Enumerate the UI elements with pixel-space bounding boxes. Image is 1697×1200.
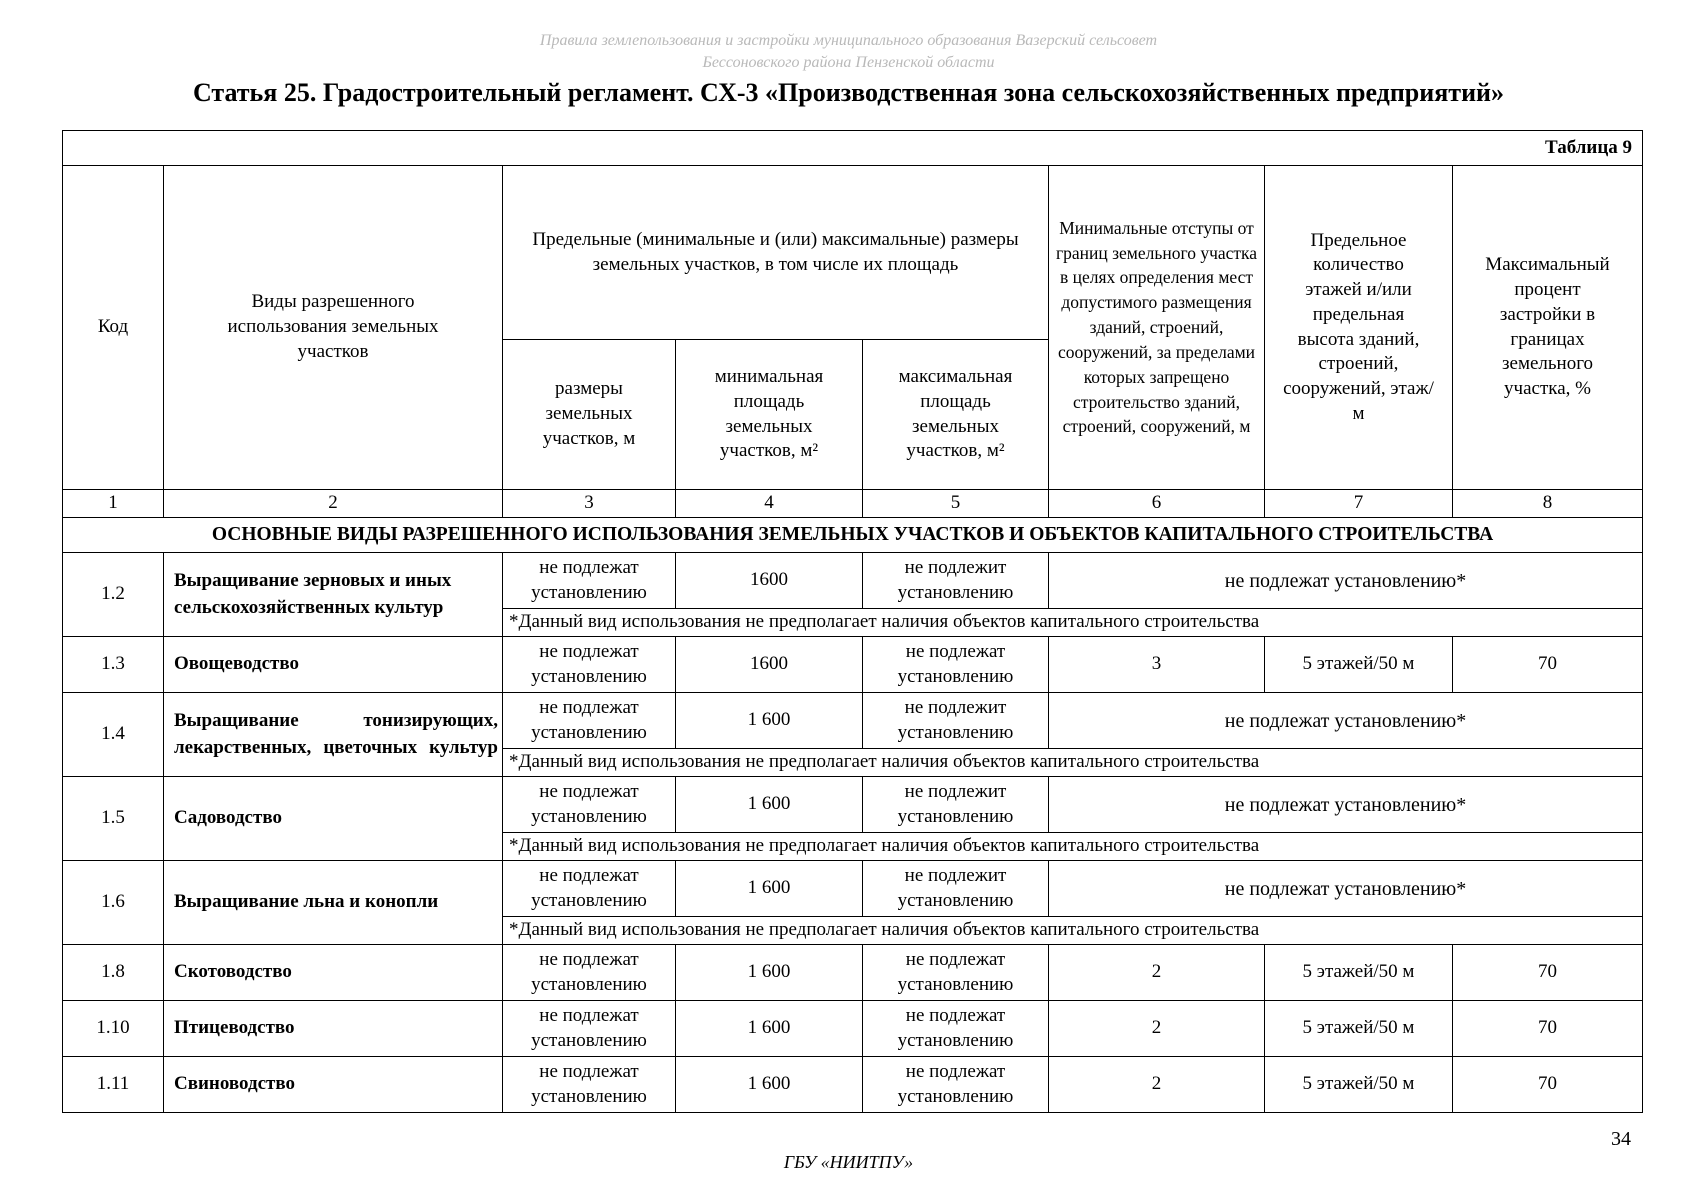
table-row	[63, 777, 1643, 833]
row-max-area: не подлежат установлению	[863, 1057, 1049, 1113]
row-use-name: Свиноводство	[164, 1057, 503, 1113]
row-code: 1.11	[63, 1057, 164, 1113]
header-sizes-group: Предельные (минимальные и (или) максимальные) размеры земельных участков, в том числе их площадь	[503, 166, 1049, 340]
row-max-area: не подлежат установлению	[863, 945, 1049, 1001]
row-sizes: не подлежат установлению	[503, 693, 676, 749]
row-max-area: не подлежит установлению	[863, 693, 1049, 749]
table-head	[63, 131, 1643, 553]
row-not-established: не подлежат установлению*	[1049, 693, 1643, 749]
column-number: 1	[63, 490, 164, 518]
page-number: 34	[1611, 1128, 1631, 1150]
row-max-area: не подлежит установлению	[863, 553, 1049, 609]
row-setback: 2	[1049, 1001, 1265, 1057]
row-floors: 5 этажей/50 м	[1265, 637, 1453, 693]
table-row	[63, 861, 1643, 917]
row-setback: 3	[1049, 637, 1265, 693]
row-max-area: не подлежат установлению	[863, 637, 1049, 693]
row-min-area: 1600	[676, 637, 863, 693]
header-setbacks: Минимальные отступы от границ земельного участка в целях определения мест допустимого размещения зданий, строений, сооружений, за пределами которых запрещено строительство зданий, строений, сооружений, м	[1049, 166, 1265, 490]
row-coverage: 70	[1453, 637, 1643, 693]
column-number: 6	[1049, 490, 1265, 518]
row-not-established: не подлежат установлению*	[1049, 553, 1643, 609]
row-note: *Данный вид использования не предполагает наличия объектов капитального строительства	[503, 749, 1643, 777]
table-caption: Таблица 9	[63, 131, 1643, 166]
header-sizes: размеры земельных участков, м	[503, 340, 676, 490]
table-row	[63, 553, 1643, 609]
row-note: *Данный вид использования не предполагает наличия объектов капитального строительства	[503, 917, 1643, 945]
row-setback: 2	[1049, 1057, 1265, 1113]
row-sizes: не подлежат установлению	[503, 861, 676, 917]
row-max-area: не подлежат установлению	[863, 1001, 1049, 1057]
row-use-name: Выращивание зерновых и иных сельскохозяйственных культур	[164, 553, 503, 637]
table-row	[63, 693, 1643, 749]
row-floors: 5 этажей/50 м	[1265, 1001, 1453, 1057]
row-note: *Данный вид использования не предполагает наличия объектов капитального строительства	[503, 833, 1643, 861]
row-sizes: не подлежат установлению	[503, 777, 676, 833]
section-heading: ОСНОВНЫЕ ВИДЫ РАЗРЕШЕННОГО ИСПОЛЬЗОВАНИЯ ЗЕМЕЛЬНЫХ УЧАСТКОВ И ОБЪЕКТОВ КАПИТАЛЬНОГО СТРОИТЕЛЬСТВА	[63, 518, 1643, 553]
column-number: 8	[1453, 490, 1643, 518]
row-use-name: Выращивание тонизирующих, лекарственных, цветочных культур	[164, 693, 503, 777]
row-coverage: 70	[1453, 945, 1643, 1001]
header-floors: Предельное количество этажей и/или предельная высота зданий, строений, сооружений, этаж/м	[1265, 166, 1453, 490]
row-use-name: Скотоводство	[164, 945, 503, 1001]
header-code: Код	[63, 166, 164, 490]
regulation-table	[62, 130, 1643, 1113]
row-min-area: 1 600	[676, 1057, 863, 1113]
footer-organization: ГБУ «НИИТПУ»	[783, 1152, 914, 1172]
column-number: 4	[676, 490, 863, 518]
row-code: 1.2	[63, 553, 164, 637]
row-floors: 5 этажей/50 м	[1265, 945, 1453, 1001]
row-min-area: 1 600	[676, 861, 863, 917]
row-sizes: не подлежат установлению	[503, 1001, 676, 1057]
column-numbers-row	[63, 490, 1643, 518]
row-not-established: не подлежат установлению*	[1049, 861, 1643, 917]
row-max-area: не подлежит установлению	[863, 777, 1049, 833]
column-number: 3	[503, 490, 676, 518]
row-note: *Данный вид использования не предполагает наличия объектов капитального строительства	[503, 609, 1643, 637]
row-setback: 2	[1049, 945, 1265, 1001]
row-use-name: Выращивание льна и конопли	[164, 861, 503, 945]
header-max-area: максимальная площадь земельных участков, м²	[863, 340, 1049, 490]
header-min-area: минимальная площадь земельных участков, м²	[676, 340, 863, 490]
row-use-name: Птицеводство	[164, 1001, 503, 1057]
row-min-area: 1 600	[676, 945, 863, 1001]
row-use-name: Садоводство	[164, 777, 503, 861]
row-coverage: 70	[1453, 1001, 1643, 1057]
row-coverage: 70	[1453, 1057, 1643, 1113]
column-number: 5	[863, 490, 1049, 518]
header-coverage: Максимальный процент застройки в границах земельного участка, %	[1453, 166, 1643, 490]
column-number: 2	[164, 490, 503, 518]
table-row	[63, 637, 1643, 693]
table-row	[63, 1001, 1643, 1057]
table-row	[63, 945, 1643, 1001]
row-code: 1.6	[63, 861, 164, 945]
row-min-area: 1 600	[676, 777, 863, 833]
row-sizes: не подлежат установлению	[503, 553, 676, 609]
row-code: 1.4	[63, 693, 164, 777]
row-min-area: 1 600	[676, 1001, 863, 1057]
row-floors: 5 этажей/50 м	[1265, 1057, 1453, 1113]
row-use-name: Овощеводство	[164, 637, 503, 693]
table-body	[63, 553, 1643, 1113]
row-not-established: не подлежат установлению*	[1049, 777, 1643, 833]
row-sizes: не подлежат установлению	[503, 1057, 676, 1113]
row-sizes: не подлежат установлению	[503, 637, 676, 693]
table-row	[63, 1057, 1643, 1113]
row-code: 1.3	[63, 637, 164, 693]
article-title: Статья 25. Градостроительный регламент. СХ-3 «Производственная зона сельскохозяйственных предприятий»	[192, 78, 1505, 107]
row-min-area: 1 600	[676, 693, 863, 749]
row-max-area: не подлежит установлению	[863, 861, 1049, 917]
header-use-types: Виды разрешенного использования земельных участков	[164, 166, 503, 490]
running-header-line-2: Бессоновского района Пензенской области	[702, 54, 995, 71]
row-code: 1.5	[63, 777, 164, 861]
row-code: 1.8	[63, 945, 164, 1001]
row-code: 1.10	[63, 1001, 164, 1057]
running-header-line-1: Правила землепользования и застройки муниципального образования Вазерский сельсовет	[539, 32, 1158, 49]
row-min-area: 1600	[676, 553, 863, 609]
column-number: 7	[1265, 490, 1453, 518]
row-sizes: не подлежат установлению	[503, 945, 676, 1001]
